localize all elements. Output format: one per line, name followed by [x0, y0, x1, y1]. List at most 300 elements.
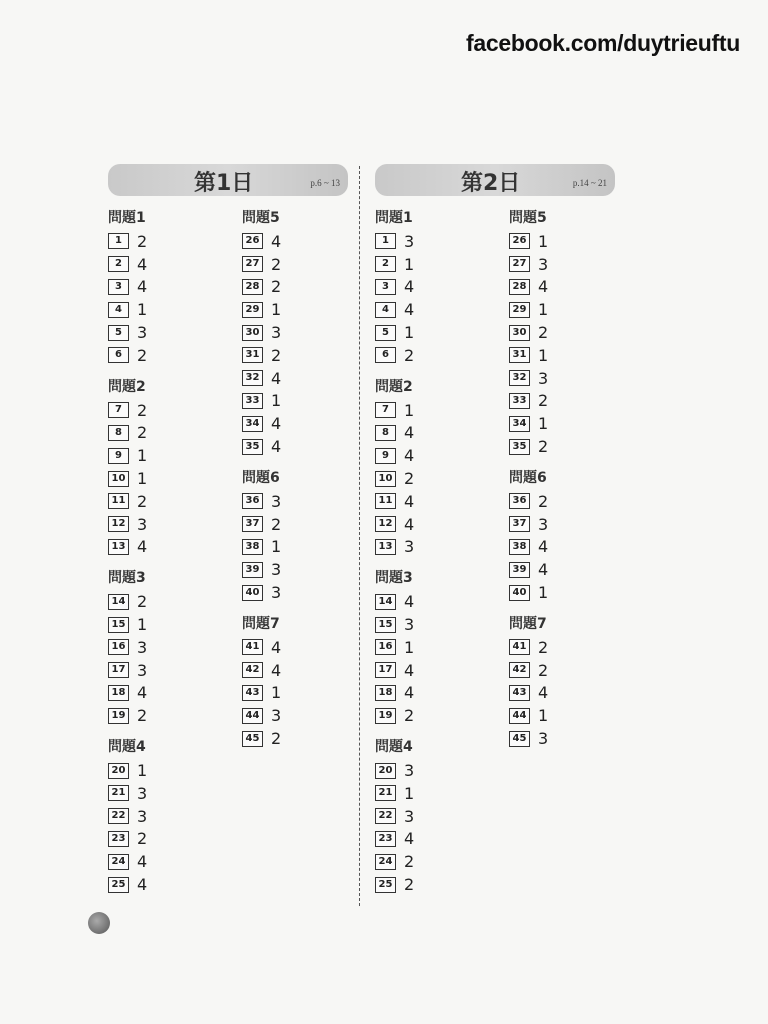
answer-row: [509, 276, 619, 299]
question-number: 38: [509, 539, 530, 555]
question-number: 2: [108, 256, 129, 272]
question-number: 35: [509, 439, 530, 455]
answer-row: [509, 558, 619, 581]
question-number: 14: [108, 594, 129, 610]
question-number: 44: [509, 708, 530, 724]
question-number: 42: [242, 662, 263, 678]
answer-row: [242, 581, 352, 604]
answer-row: [242, 390, 352, 413]
question-number: 24: [375, 854, 396, 870]
answer-row: [375, 805, 485, 828]
section-title: 問題4: [108, 739, 146, 756]
answer-value: 1: [137, 446, 148, 466]
question-number: 26: [509, 233, 530, 249]
answer-area: [108, 196, 348, 916]
answer-value: 4: [271, 368, 282, 388]
answer-row: [108, 782, 218, 805]
question-number: 29: [242, 302, 263, 318]
question-number: 23: [108, 831, 129, 847]
question-section: [509, 614, 619, 750]
answer-value: 3: [404, 537, 415, 557]
question-number: 6: [108, 347, 129, 363]
question-number: 28: [242, 279, 263, 295]
answer-value: 4: [137, 277, 148, 297]
answer-row: [375, 513, 485, 536]
question-number: 28: [509, 279, 530, 295]
answer-row: [108, 613, 218, 636]
answer-row: [375, 704, 485, 727]
answer-value: 1: [271, 391, 282, 411]
answer-row: [108, 321, 218, 344]
answer-value: 1: [538, 583, 549, 603]
answer-row: [108, 513, 218, 536]
question-number: 34: [242, 416, 263, 432]
question-section: [375, 377, 485, 559]
answer-row: [509, 704, 619, 727]
answer-row: [509, 435, 619, 458]
answer-row: [375, 659, 485, 682]
answer-value: 2: [538, 491, 549, 511]
question-number: 15: [108, 617, 129, 633]
question-section: [242, 468, 352, 604]
question-number: 12: [375, 516, 396, 532]
answer-value: 3: [271, 491, 282, 511]
answer-value: 4: [404, 423, 415, 443]
answer-row: [509, 321, 619, 344]
answer-row: [242, 659, 352, 682]
question-number: 43: [242, 685, 263, 701]
answer-value: 2: [404, 875, 415, 895]
answer-value: 4: [137, 537, 148, 557]
answer-row: [375, 298, 485, 321]
answer-value: 1: [404, 323, 415, 343]
answer-row: [108, 828, 218, 851]
answer-row: [509, 253, 619, 276]
answer-value: 4: [404, 277, 415, 297]
question-number: 14: [375, 594, 396, 610]
section-title: 問題3: [375, 570, 413, 587]
answer-row: [509, 367, 619, 390]
answer-row: [375, 850, 485, 873]
question-number: 10: [375, 471, 396, 487]
section-title: 問題2: [108, 378, 146, 395]
question-number: 37: [242, 516, 263, 532]
answer-row: [242, 412, 352, 435]
question-number: 5: [108, 325, 129, 341]
question-number: 30: [509, 325, 530, 341]
question-number: 7: [108, 402, 129, 418]
answer-value: 4: [404, 446, 415, 466]
answer-value: 2: [271, 277, 282, 297]
question-number: 45: [509, 731, 530, 747]
question-number: 43: [509, 685, 530, 701]
question-number: 13: [375, 539, 396, 555]
answer-value: 3: [538, 368, 549, 388]
answer-row: [509, 536, 619, 559]
answer-subcolumn-left: [108, 208, 218, 906]
day-header: [108, 164, 348, 196]
section-title: 問題7: [509, 615, 547, 632]
answer-value: 2: [538, 437, 549, 457]
question-number: 4: [108, 302, 129, 318]
answer-value: 1: [137, 300, 148, 320]
question-number: 25: [375, 877, 396, 893]
answer-value: 1: [137, 761, 148, 781]
answer-row: [108, 230, 218, 253]
question-number: 24: [108, 854, 129, 870]
answer-value: 2: [404, 345, 415, 365]
answer-row: [509, 412, 619, 435]
answer-subcolumn-right: [242, 208, 352, 760]
answer-row: [108, 253, 218, 276]
answer-value: 2: [271, 729, 282, 749]
answer-value: 2: [271, 345, 282, 365]
question-number: 22: [375, 808, 396, 824]
question-number: 20: [375, 763, 396, 779]
answer-value: 4: [404, 514, 415, 534]
answer-row: [108, 850, 218, 873]
section-title: 問題7: [242, 615, 280, 632]
answer-row: [509, 659, 619, 682]
question-number: 18: [108, 685, 129, 701]
answer-value: 3: [404, 615, 415, 635]
answer-row: [509, 682, 619, 705]
answer-row: [509, 344, 619, 367]
answer-value: 1: [538, 300, 549, 320]
answer-value: 4: [404, 592, 415, 612]
answer-row: [108, 873, 218, 896]
answer-value: 1: [404, 783, 415, 803]
answer-value: 3: [404, 806, 415, 826]
answer-row: [375, 536, 485, 559]
answer-row: [108, 682, 218, 705]
answer-row: [242, 276, 352, 299]
question-number: 39: [509, 562, 530, 578]
answer-value: 3: [538, 729, 549, 749]
answer-row: [509, 727, 619, 750]
question-section: [242, 614, 352, 750]
answer-value: 4: [271, 231, 282, 251]
answer-row: [375, 467, 485, 490]
answer-value: 4: [271, 414, 282, 434]
answer-row: [375, 782, 485, 805]
answer-row: [242, 321, 352, 344]
answer-value: 3: [271, 583, 282, 603]
question-number: 15: [375, 617, 396, 633]
answer-value: 4: [538, 560, 549, 580]
answer-subcolumn-left: [375, 208, 485, 906]
answer-row: [242, 298, 352, 321]
question-number: 45: [242, 731, 263, 747]
answer-row: [509, 581, 619, 604]
question-number: 23: [375, 831, 396, 847]
answer-value: 4: [137, 683, 148, 703]
answer-row: [242, 558, 352, 581]
column-divider: [359, 166, 360, 906]
question-section: [108, 377, 218, 559]
question-number: 10: [108, 471, 129, 487]
answer-value: 3: [538, 514, 549, 534]
answer-value: 4: [404, 300, 415, 320]
answer-row: [509, 490, 619, 513]
answer-value: 4: [404, 491, 415, 511]
question-number: 25: [108, 877, 129, 893]
answer-value: 1: [271, 683, 282, 703]
question-number: 11: [375, 493, 396, 509]
question-number: 39: [242, 562, 263, 578]
answer-row: [375, 321, 485, 344]
answer-row: [242, 367, 352, 390]
question-number: 41: [242, 639, 263, 655]
answer-row: [375, 828, 485, 851]
answer-value: 4: [404, 683, 415, 703]
section-title: 問題5: [242, 210, 280, 226]
section-title: 問題5: [509, 210, 547, 226]
question-number: 13: [108, 539, 129, 555]
answer-value: 1: [538, 414, 549, 434]
question-number: 36: [509, 493, 530, 509]
section-title: 問題3: [108, 570, 146, 587]
answer-row: [242, 704, 352, 727]
answer-value: 4: [271, 437, 282, 457]
answer-row: [375, 682, 485, 705]
answer-row: [509, 298, 619, 321]
question-number: 17: [108, 662, 129, 678]
question-section: [375, 568, 485, 727]
answer-value: 3: [271, 323, 282, 343]
day-page-range: p.6 ~ 13: [310, 178, 340, 188]
answer-value: 4: [271, 637, 282, 657]
answer-value: 1: [404, 400, 415, 420]
answer-value: 2: [538, 323, 549, 343]
answer-value: 4: [404, 829, 415, 849]
answer-row: [242, 435, 352, 458]
question-number: 40: [242, 585, 263, 601]
answer-row: [242, 513, 352, 536]
question-section: [375, 737, 485, 896]
answer-row: [509, 230, 619, 253]
answer-row: [108, 344, 218, 367]
answer-value: 2: [271, 254, 282, 274]
answer-row: [108, 422, 218, 445]
question-number: 1: [375, 233, 396, 249]
answer-value: 4: [538, 537, 549, 557]
answer-row: [242, 230, 352, 253]
answer-value: 3: [137, 514, 148, 534]
answer-row: [375, 590, 485, 613]
answer-value: 2: [404, 852, 415, 872]
answer-value: 2: [538, 660, 549, 680]
answer-value: 3: [538, 254, 549, 274]
answer-row: [108, 444, 218, 467]
answer-value: 3: [137, 637, 148, 657]
answer-row: [242, 727, 352, 750]
answer-row: [242, 490, 352, 513]
question-number: 41: [509, 639, 530, 655]
answer-value: 1: [404, 254, 415, 274]
answer-row: [375, 344, 485, 367]
answer-value: 4: [271, 660, 282, 680]
question-number: 4: [375, 302, 396, 318]
answer-value: 2: [271, 514, 282, 534]
answer-value: 2: [538, 391, 549, 411]
section-title: 問題1: [108, 210, 146, 226]
question-number: 30: [242, 325, 263, 341]
question-number: 29: [509, 302, 530, 318]
question-number: 36: [242, 493, 263, 509]
question-number: 26: [242, 233, 263, 249]
answer-value: 4: [404, 660, 415, 680]
question-number: 16: [108, 639, 129, 655]
question-section: [108, 208, 218, 367]
question-number: 42: [509, 662, 530, 678]
answer-value: 1: [538, 345, 549, 365]
answer-row: [108, 467, 218, 490]
section-title: 問題6: [242, 469, 280, 486]
question-number: 38: [242, 539, 263, 555]
question-number: 2: [375, 256, 396, 272]
day-2-column: [375, 164, 615, 916]
question-number: 44: [242, 708, 263, 724]
answer-row: [108, 399, 218, 422]
day-header: [375, 164, 615, 196]
answer-value: 4: [137, 875, 148, 895]
question-number: 19: [108, 708, 129, 724]
question-number: 11: [108, 493, 129, 509]
question-number: 19: [375, 708, 396, 724]
day-page-range: p.14 ~ 21: [572, 178, 607, 188]
answer-area: [375, 196, 615, 916]
question-number: 40: [509, 585, 530, 601]
answer-value: 4: [538, 683, 549, 703]
question-number: 18: [375, 685, 396, 701]
question-number: 8: [375, 425, 396, 441]
question-number: 8: [108, 425, 129, 441]
answer-row: [509, 513, 619, 536]
question-number: 22: [108, 808, 129, 824]
answer-value: 3: [404, 231, 415, 251]
answer-row: [375, 613, 485, 636]
answer-row: [509, 636, 619, 659]
answer-row: [108, 759, 218, 782]
answer-value: 2: [137, 829, 148, 849]
answer-value: 2: [538, 637, 549, 657]
question-number: 1: [108, 233, 129, 249]
answer-row: [108, 490, 218, 513]
section-title: 問題4: [375, 739, 413, 756]
answer-value: 1: [271, 300, 282, 320]
page-number-badge-icon: [88, 912, 110, 934]
answer-row: [375, 422, 485, 445]
question-number: 12: [108, 516, 129, 532]
answer-subcolumn-right: [509, 208, 619, 760]
answer-row: [375, 759, 485, 782]
watermark-text: facebook.com/duytrieuftu: [466, 30, 740, 56]
answer-row: [509, 390, 619, 413]
answer-value: 1: [271, 537, 282, 557]
answer-row: [108, 805, 218, 828]
question-number: 3: [375, 279, 396, 295]
answer-row: [242, 253, 352, 276]
answer-value: 1: [137, 615, 148, 635]
question-number: 21: [108, 785, 129, 801]
answer-value: 2: [404, 706, 415, 726]
answer-value: 4: [137, 254, 148, 274]
answer-row: [108, 590, 218, 613]
question-number: 17: [375, 662, 396, 678]
answer-row: [108, 636, 218, 659]
answer-value: 1: [538, 231, 549, 251]
day-title: 第1日: [194, 171, 254, 196]
answer-value: 2: [137, 592, 148, 612]
question-number: 32: [509, 370, 530, 386]
answer-value: 1: [137, 469, 148, 489]
answer-value: 3: [137, 660, 148, 680]
answer-row: [375, 276, 485, 299]
answer-row: [375, 253, 485, 276]
answer-row: [108, 659, 218, 682]
day-title: 第2日: [461, 171, 521, 196]
question-number: 31: [242, 347, 263, 363]
question-section: [375, 208, 485, 367]
question-section: [108, 737, 218, 896]
answer-row: [375, 444, 485, 467]
question-number: 7: [375, 402, 396, 418]
question-number: 5: [375, 325, 396, 341]
question-number: 33: [509, 393, 530, 409]
answer-value: 4: [538, 277, 549, 297]
question-number: 32: [242, 370, 263, 386]
answer-value: 3: [137, 323, 148, 343]
answer-row: [375, 399, 485, 422]
answer-value: 2: [137, 231, 148, 251]
answer-value: 2: [137, 423, 148, 443]
answer-row: [242, 636, 352, 659]
question-number: 37: [509, 516, 530, 532]
answer-row: [375, 636, 485, 659]
question-section: [108, 568, 218, 727]
day-1-column: [108, 164, 348, 916]
question-number: 34: [509, 416, 530, 432]
question-section: [509, 208, 619, 458]
section-title: 問題6: [509, 469, 547, 486]
question-section: [509, 468, 619, 604]
answer-row: [242, 682, 352, 705]
question-number: 31: [509, 347, 530, 363]
question-number: 21: [375, 785, 396, 801]
question-section: [242, 208, 352, 458]
answer-value: 4: [137, 852, 148, 872]
answer-value: 2: [137, 706, 148, 726]
answer-row: [375, 230, 485, 253]
question-number: 16: [375, 639, 396, 655]
answer-value: 1: [538, 706, 549, 726]
question-number: 20: [108, 763, 129, 779]
answer-value: 2: [137, 491, 148, 511]
question-number: 35: [242, 439, 263, 455]
answer-row: [242, 344, 352, 367]
answer-row: [108, 536, 218, 559]
question-number: 27: [242, 256, 263, 272]
answer-row: [242, 536, 352, 559]
answer-value: 3: [137, 783, 148, 803]
answer-value: 3: [137, 806, 148, 826]
question-number: 6: [375, 347, 396, 363]
answer-row: [375, 873, 485, 896]
answer-row: [375, 490, 485, 513]
section-title: 問題1: [375, 210, 413, 226]
answer-value: 2: [404, 469, 415, 489]
